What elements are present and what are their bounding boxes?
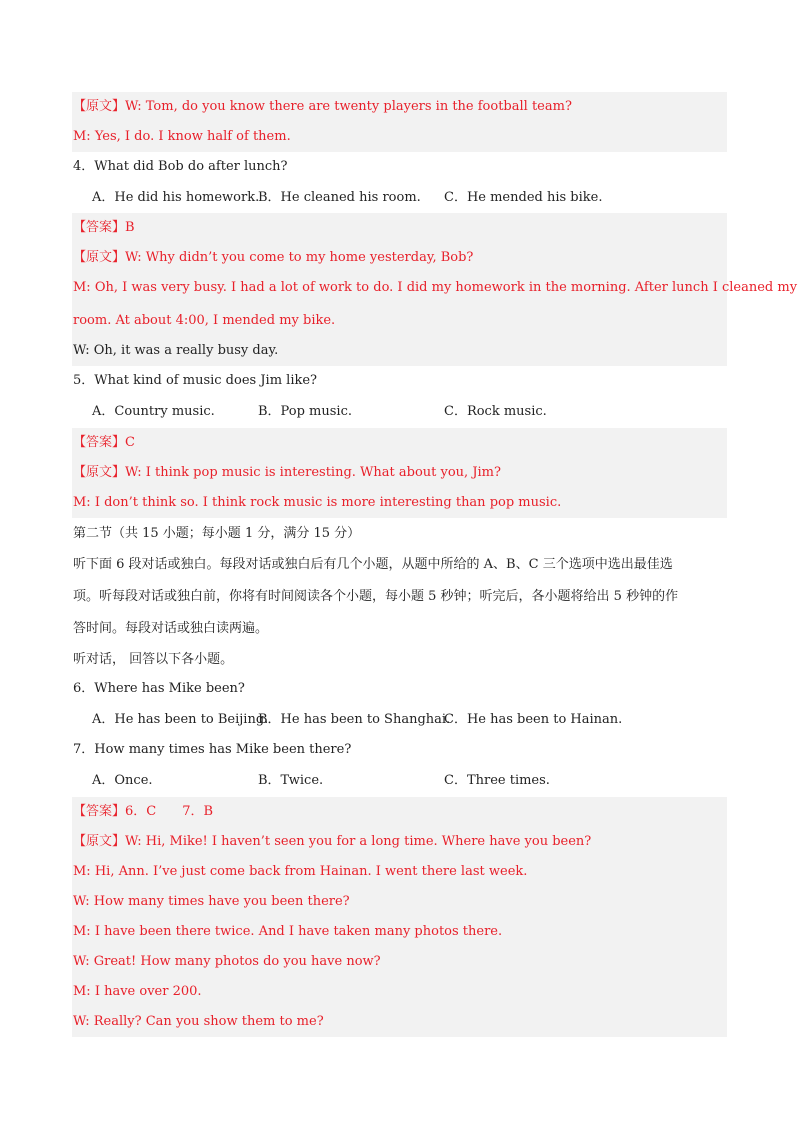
transcript-line [72, 122, 727, 152]
original-text-tag: 【原文】 [73, 99, 126, 114]
section-heading: 第二节（共 15 小题；每小题 1 分，满分 15 分） [73, 526, 361, 541]
transcript-text: M: I have over 200. [73, 984, 202, 999]
option-b: B．He cleaned his room. [258, 190, 421, 205]
transcript-line [72, 827, 727, 857]
question-5 [72, 366, 727, 396]
transcript-text: M: Hi, Ann. I’ve just come back from Hainan. I went there last week. [73, 864, 528, 879]
section-instructions: 项。听每段对话或独白前，你将有时间阅读各个小题，每小题 5 秒钟；听完后，各小题将给出 5 秒钟的作 [73, 589, 679, 604]
answer-value: B [125, 220, 135, 235]
option-b: B．Pop music. [258, 404, 352, 419]
section-instructions: 听对话， 回答以下各小题。 [73, 652, 234, 667]
transcript-text: M: I don’t think so. I think rock music is more interesting than pop music. [73, 495, 562, 510]
option-b: B．Twice. [258, 773, 324, 788]
answer-tag: 【答案】 [73, 804, 126, 819]
answer-tag: 【答案】 [73, 435, 126, 450]
transcript-text: M: Yes, I do. I know half of them. [73, 129, 291, 144]
transcript-text: W: Oh, it was a really busy day. [73, 343, 279, 358]
transcript-line [72, 336, 727, 366]
transcript-text: W: Hi, Mike! I haven’t seen you for a long time. Where have you been? [125, 834, 592, 849]
question-7-options [72, 766, 727, 796]
option-a: A．He has been to Beijing. [92, 712, 269, 727]
transcript-line [72, 458, 727, 488]
option-a: A．Once. [92, 773, 153, 788]
transcript-line [72, 1007, 727, 1037]
transcript-text: M: I have been there twice. And I have taken many photos there. [73, 924, 503, 939]
transcript-line [72, 243, 727, 273]
transcript-line [72, 303, 727, 336]
option-c: C．Rock music. [444, 404, 547, 419]
transcript-line [72, 977, 727, 1007]
answer-value: C [125, 435, 135, 450]
transcript-line [72, 887, 727, 917]
original-text-tag: 【原文】 [73, 250, 126, 265]
question-6 [72, 674, 727, 704]
question-6-options [72, 705, 727, 735]
question-4-options [72, 183, 727, 213]
transcript-text: room. At about 4:00, I mended my bike. [73, 313, 336, 328]
transcript-line [72, 488, 727, 518]
transcript-text: M: Oh, I was very busy. I had a lot of work to do. I did my homework in the morning. After lunch I cleaned my [73, 280, 798, 295]
question-7 [72, 735, 727, 765]
answer-tag: 【答案】 [73, 220, 126, 235]
transcript-line [72, 273, 798, 303]
original-text-tag: 【原文】 [73, 834, 126, 849]
transcript-text: W: Tom, do you know there are twenty players in the football team? [125, 99, 572, 114]
answer-line [72, 213, 727, 243]
transcript-line [72, 857, 727, 887]
option-c: C．He mended his bike. [444, 190, 603, 205]
question-text: 7．How many times has Mike been there? [73, 742, 352, 757]
question-text: 6．Where has Mike been? [73, 681, 245, 696]
original-text-tag: 【原文】 [73, 465, 126, 480]
transcript-text: W: Really? Can you show them to me? [73, 1014, 324, 1029]
transcript-text: W: How many times have you been there? [73, 894, 350, 909]
transcript-line [72, 92, 727, 122]
section-instructions: 答时间。每段对话或独白读两遍。 [73, 621, 269, 636]
question-text: 5．What kind of music does Jim like? [73, 373, 318, 388]
answer-line [72, 797, 727, 827]
transcript-line [72, 917, 727, 947]
option-c: C．He has been to Hainan. [444, 712, 623, 727]
question-4 [72, 152, 727, 182]
section-instructions: 听下面 6 段对话或独白。每段对话或独白后有几个小题，从题中所给的 A、B、C 三个选项中选出最佳选 [73, 557, 673, 572]
transcript-text: W: I think pop music is interesting. What about you, Jim? [125, 465, 501, 480]
transcript-text: W: Why didn’t you come to my home yesterday, Bob? [125, 250, 474, 265]
transcript-text: W: Great! How many photos do you have now? [73, 954, 381, 969]
question-5-options [72, 397, 727, 427]
option-a: A．He did his homework. [92, 190, 260, 205]
option-a: A．Country music. [92, 404, 215, 419]
option-b: B．He has been to Shanghai. [258, 712, 451, 727]
option-c: C．Three times. [444, 773, 550, 788]
answer-value: 6．C 7．B [125, 804, 214, 819]
question-text: 4．What did Bob do after lunch? [73, 159, 288, 174]
transcript-line [72, 947, 727, 977]
answer-line [72, 428, 727, 458]
